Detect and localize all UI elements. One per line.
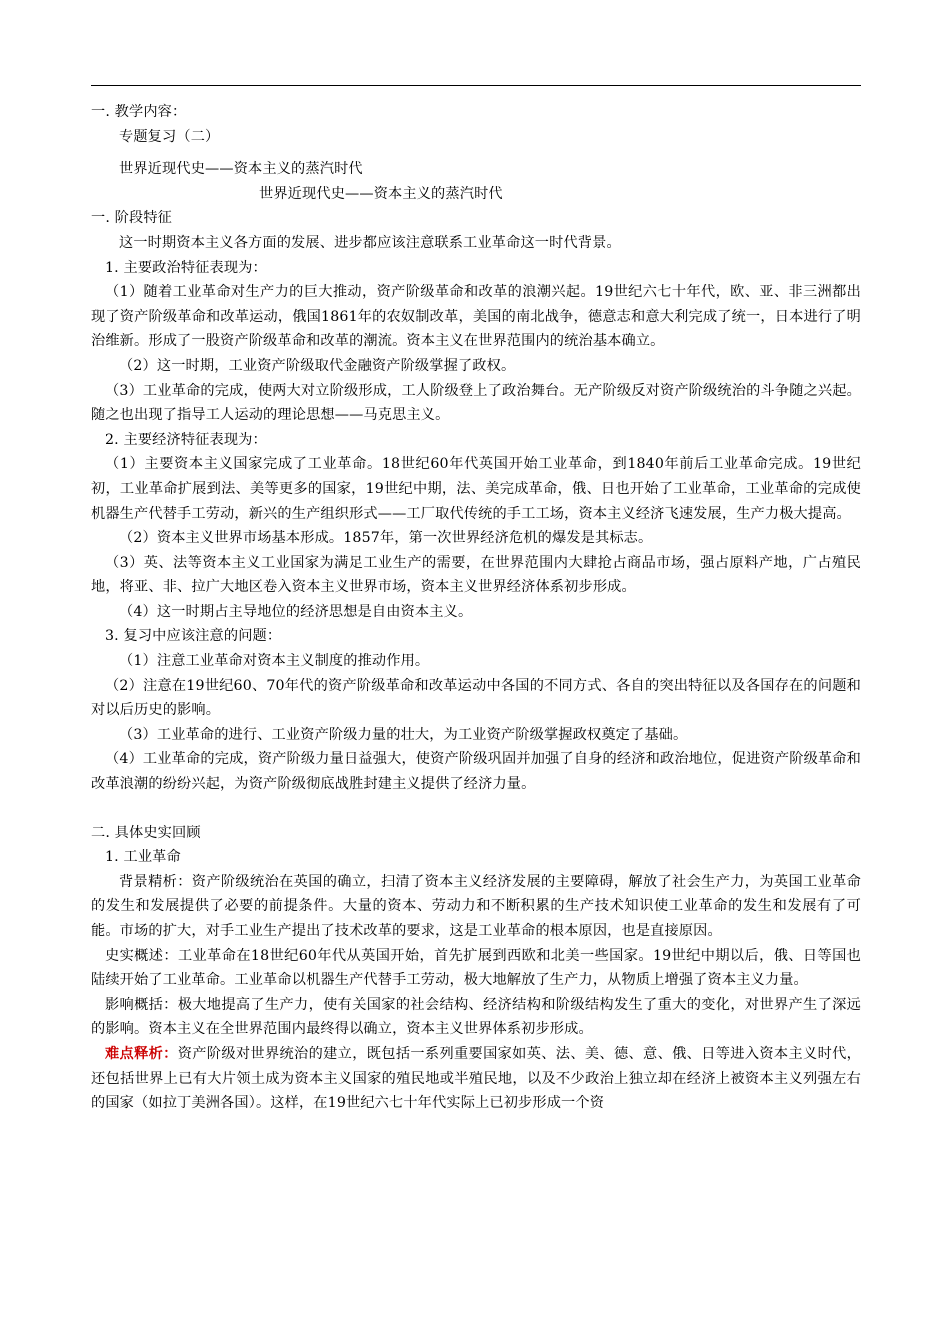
difficulty-label: 难点释析： xyxy=(105,1045,178,1062)
section1-heading: 一. 阶段特征 xyxy=(91,210,173,227)
history-paragraph: 史实概述：工业革命在18世纪60年代从英国开始，首先扩展到西欧和北美一些国家。19世纪中期以后，俄、日等国也陆续开始了工业革命。工业革命以机器生产代替手工劳动，极大地解放了生产力，从物质上增强了资本主义力量。 xyxy=(91,947,861,989)
economic-item-2: （2）资本主义世界市场基本形成。1857年，第一次世界经济危机的爆发是其标志。 xyxy=(119,530,653,547)
teaching-content-heading: 一. 教学内容： xyxy=(91,104,187,120)
review-item-1: （1）注意工业革命对资本主义制度的推动作用。 xyxy=(119,653,430,670)
section2-heading: 二. 具体史实回顾 xyxy=(91,824,201,841)
political-item-2: （2）这一时期，工业资产阶级取代金融资产阶级掌握了政权。 xyxy=(119,357,516,374)
review-item-4: （4）工业革命的完成，资产阶级力量日益强大，使资产阶级巩固并加强了自身的经济和政治地位，促进资产阶级革命和改革浪潮的纷纷兴起，为资产阶级彻底战胜封建主义提供了经济力量。 xyxy=(91,751,861,793)
title-line-1: 世界近现代史——资本主义的蒸汽时代 xyxy=(119,161,363,178)
impact-paragraph: 影响概括：极大地提高了生产力，使有关国家的社会结构、经济结构和阶级结构发生了重大的变化，对世界产生了深远的影响。资本主义在全世界范围内最终得以确立，资本主义世界体系初步形成。 xyxy=(91,996,861,1038)
review-item-2: （2）注意在19世纪60、70年代的资产阶级革命和改革运动中各国的不同方式、各自的突出特征以及各国存在的问题和对以后历史的影响。 xyxy=(91,677,861,719)
title-line-2: 世界近现代史——资本主义的蒸汽时代 xyxy=(259,185,503,202)
section1-intro: 这一时期资本主义各方面的发展、进步都应该注意联系工业革命这一时代背景。 xyxy=(119,234,621,251)
economic-heading: 2. 主要经济特征表现为： xyxy=(105,431,267,448)
economic-item-3: （3）英、法等资本主义工业国家为满足工业生产的需要，在世界范围内大肆抢占商品市场，强占原料产地，广占殖民地，将亚、非、拉广大地区卷入资本主义世界市场，资本主义世界经济体系初步形成。 xyxy=(91,554,861,596)
background-paragraph: 背景精析：资产阶级统治在英国的确立，扫清了资本主义经济发展的主要障碍，解放了社会生产力，为英国工业革命的发生和发展提供了必要的前提条件。大量的资本、劳动力和不断积累的生产技术知识使工业革命的发生和发展有了可能。市场的扩大，对手工业生产提出了技术改革的要求，这是工业革命的根本原因，也是直接原因。 xyxy=(91,873,861,939)
political-heading: 1. 主要政治特征表现为： xyxy=(105,259,267,276)
document-body xyxy=(91,100,861,1116)
economic-item-1: （1）主要资本主义国家完成了工业革命。18世纪60年代英国开始工业革命，到1840年前后工业革命完成。19世纪初，工业革命扩展到法、美等更多的国家，19世纪中期，法、美完成革命，俄、日也开始了工业革命，工业革命的完成使机器生产代替手工劳动，新兴的生产组织形式——工厂取代传统的手工工场，资本主义经济飞速发展，生产力极大提高。 xyxy=(91,456,861,522)
review-item-3: （3）工业革命的进行、工业资产阶级力量的壮大，为工业资产阶级掌握政权奠定了基础。 xyxy=(119,726,688,743)
political-item-3: （3）工业革命的完成，使两大对立阶级形成，工人阶级登上了政治舞台。无产阶级反对资产阶级统治的斗争随之兴起。随之也出现了指导工人运动的理论思想——马克思主义。 xyxy=(91,382,861,424)
header-rule xyxy=(91,85,861,86)
topic-line: 专题复习（二） xyxy=(119,128,220,145)
review-heading: 3. 复习中应该注意的问题： xyxy=(105,628,282,645)
difficulty-text: 资产阶级对世界统治的建立，既包括一系列重要国家如英、法、美、德、意、俄、日等进入资本主义时代，还包括世界上已有大片领土成为资本主义国家的殖民地或半殖民地，以及不少政治上独立却在经济上被资本主义列强左右的国家（如拉丁美洲各国）。这样，在19世纪六七十年代实际上已初步形成一个资 xyxy=(91,1045,861,1112)
section-gap xyxy=(91,797,861,821)
political-item-1: （1）随着工业革命对生产力的巨大推动，资产阶级革命和改革的浪潮兴起。19世纪六七十年代，欧、亚、非三洲都出现了资产阶级革命和改革运动，俄国1861年的农奴制改革，美国的南北战争，德意志和意大利完成了统一，日本进行了明治维新。形成了一股资产阶级革命和改革的潮流。资本主义在世界范围内的统治基本确立。 xyxy=(91,284,861,350)
difficulty-paragraph xyxy=(91,1042,861,1116)
industrial-revolution-heading: 1. 工业革命 xyxy=(105,849,181,866)
economic-item-4: （4）这一时期占主导地位的经济思想是自由资本主义。 xyxy=(119,603,473,620)
